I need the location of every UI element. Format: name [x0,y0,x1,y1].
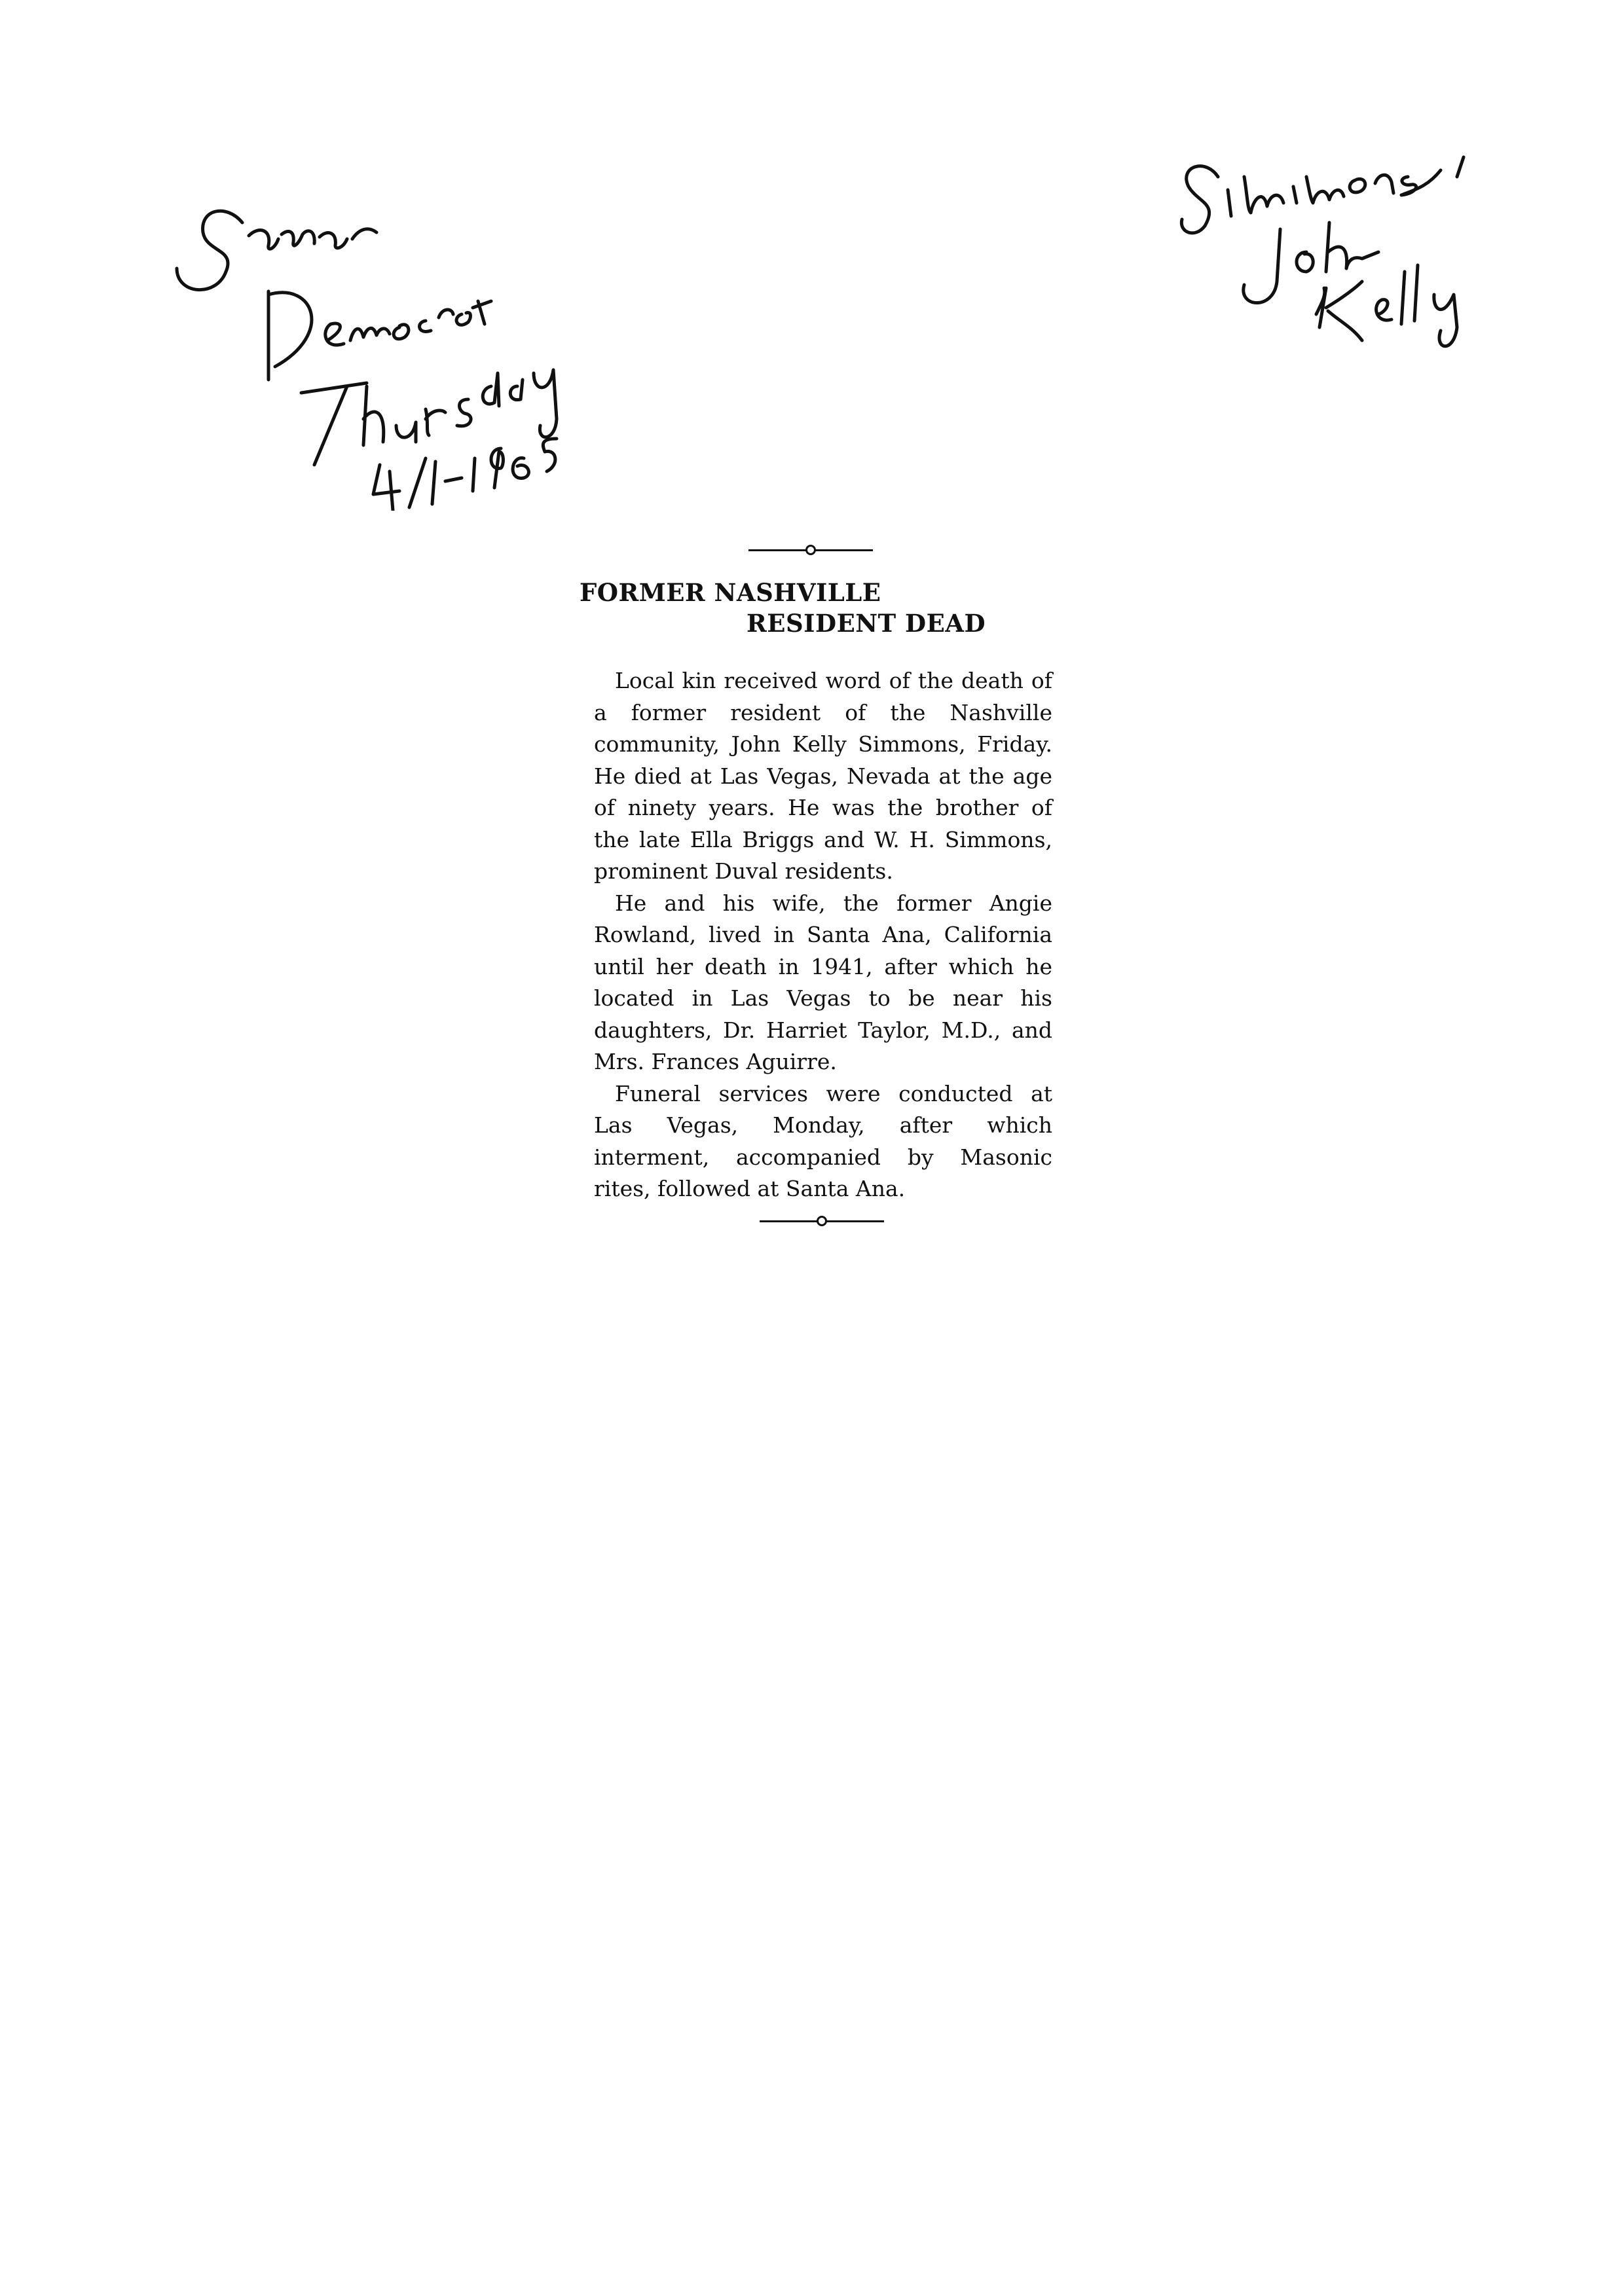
handwriting-left-svg [164,183,622,511]
divider-ornament-top [748,543,873,556]
handwritten-note-right [1166,131,1532,367]
article-headline [580,577,1064,639]
article-paragraph-1: Local kin received word of the death of a former resident of the Nashville community, John Kelly Simmons, Friday. He died at Las Vegas, Nevada at the age of ninety years. He was the brother of the late Ella Briggs and W. H. Simmons, prominent Duval residents. [594,668,1052,884]
newspaper-clipping [580,543,1064,1228]
headline-line-1: FORMER NASHVILLE [580,578,881,607]
headline-line-2: RESIDENT DEAD [747,609,986,638]
article-paragraph-3: Funeral services were conducted at Las Vegas, Monday, after which interment, accompanied by Masonic rites, followed at Santa Ana. [594,1080,1052,1201]
divider-ornament-bottom [760,1214,884,1228]
divider-circle [805,545,816,555]
divider-circle [817,1216,827,1226]
article-body [580,665,1052,1205]
handwriting-right-svg [1166,131,1532,367]
article-paragraph-2: He and his wife, the former Angie Rowland, lived in Santa Ana, California until her death in 1941, after which he located in Las Vegas to be near his daughters, Dr. Harriet Taylor, M.D., and Mrs. Frances Aguirre. [594,890,1052,1074]
handwritten-note-left [164,183,622,511]
